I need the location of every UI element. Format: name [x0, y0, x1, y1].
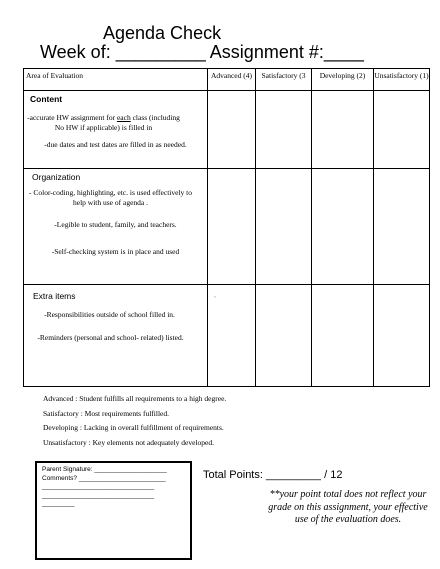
comment-line[interactable]: _______________________________ — [42, 483, 155, 490]
organization-section-cell — [24, 169, 208, 285]
evaluation-table — [23, 68, 430, 387]
score-cell — [312, 91, 374, 169]
section-heading-organization: Organization — [32, 172, 81, 182]
legend-developing: Developing : Lacking in overall fulfillment of requirements. — [43, 423, 224, 433]
organization-item-1: - Color-coding, highlighting, etc. is used effectively to help with use of agenda . — [28, 188, 192, 207]
comments-field[interactable]: Comments? ________________________ — [42, 474, 166, 482]
table-header-row — [24, 69, 430, 91]
content-item-2: -due dates and test dates are filled in as needed. — [44, 140, 187, 149]
legend-satisfactory: Satisfactory : Most requirements fulfilled. — [43, 408, 170, 418]
table-row-content — [24, 91, 430, 169]
total-points[interactable]: Total Points: _________ / 12 — [203, 469, 343, 481]
score-cell — [256, 91, 312, 169]
column-header-area: Area of Evaluation — [24, 69, 208, 91]
stray-mark: ` — [214, 297, 216, 303]
legend-advanced: Advanced : Student fulfills all requirements to a high degree. — [43, 394, 227, 403]
score-cell — [374, 91, 430, 169]
score-cell — [256, 285, 312, 387]
score-cell — [312, 285, 374, 387]
grade-note: **your point total does not reflect your grade on this assignment, your effective use of the evaluation does. — [268, 489, 428, 526]
content-item-1: -accurate HW assignment for each class (including No HW if applicable) is filled in — [27, 113, 180, 132]
parent-signature-field[interactable]: Parent Signature: ____________________ — [42, 466, 167, 473]
score-cell — [374, 169, 430, 285]
comment-line[interactable]: _________ — [42, 500, 75, 507]
score-cell — [208, 169, 256, 285]
comment-line[interactable]: _______________________________ — [42, 491, 155, 499]
organization-item-2: -Legible to student, family, and teachers. — [54, 220, 177, 229]
section-heading-extra-items: Extra items — [33, 291, 76, 301]
extra-item-1: -Responsibilities outside of school filled in. — [44, 310, 175, 319]
score-cell — [208, 91, 256, 169]
page-title: Agenda Check — [103, 23, 222, 43]
table-row-organization — [24, 169, 430, 285]
extra-item-2: -Reminders (personal and school- related) listed. — [37, 333, 184, 342]
column-header-developing: Developing (2) — [312, 69, 374, 91]
content-section-cell — [24, 91, 208, 169]
score-cell — [256, 169, 312, 285]
organization-item-3: -Self-checking system is in place and used — [51, 247, 180, 256]
week-assignment-line: Week of: _________ Assignment #:____ — [40, 42, 364, 62]
score-cell — [374, 285, 430, 387]
column-header-unsatisfactory: Unsatisfactory (1) — [374, 69, 430, 91]
column-header-satisfactory: Satisfactory (3 — [256, 69, 312, 91]
extra-items-section-cell — [24, 285, 208, 387]
signature-box — [35, 461, 192, 560]
table-row-extra-items — [24, 285, 430, 387]
score-cell — [312, 169, 374, 285]
rating-legend — [43, 392, 226, 451]
legend-unsatisfactory: Unsatisfactory : Key elements not adequately developed. — [43, 438, 214, 448]
section-heading-content: Content — [30, 94, 63, 104]
column-header-advanced: Advanced (4) — [208, 69, 256, 91]
